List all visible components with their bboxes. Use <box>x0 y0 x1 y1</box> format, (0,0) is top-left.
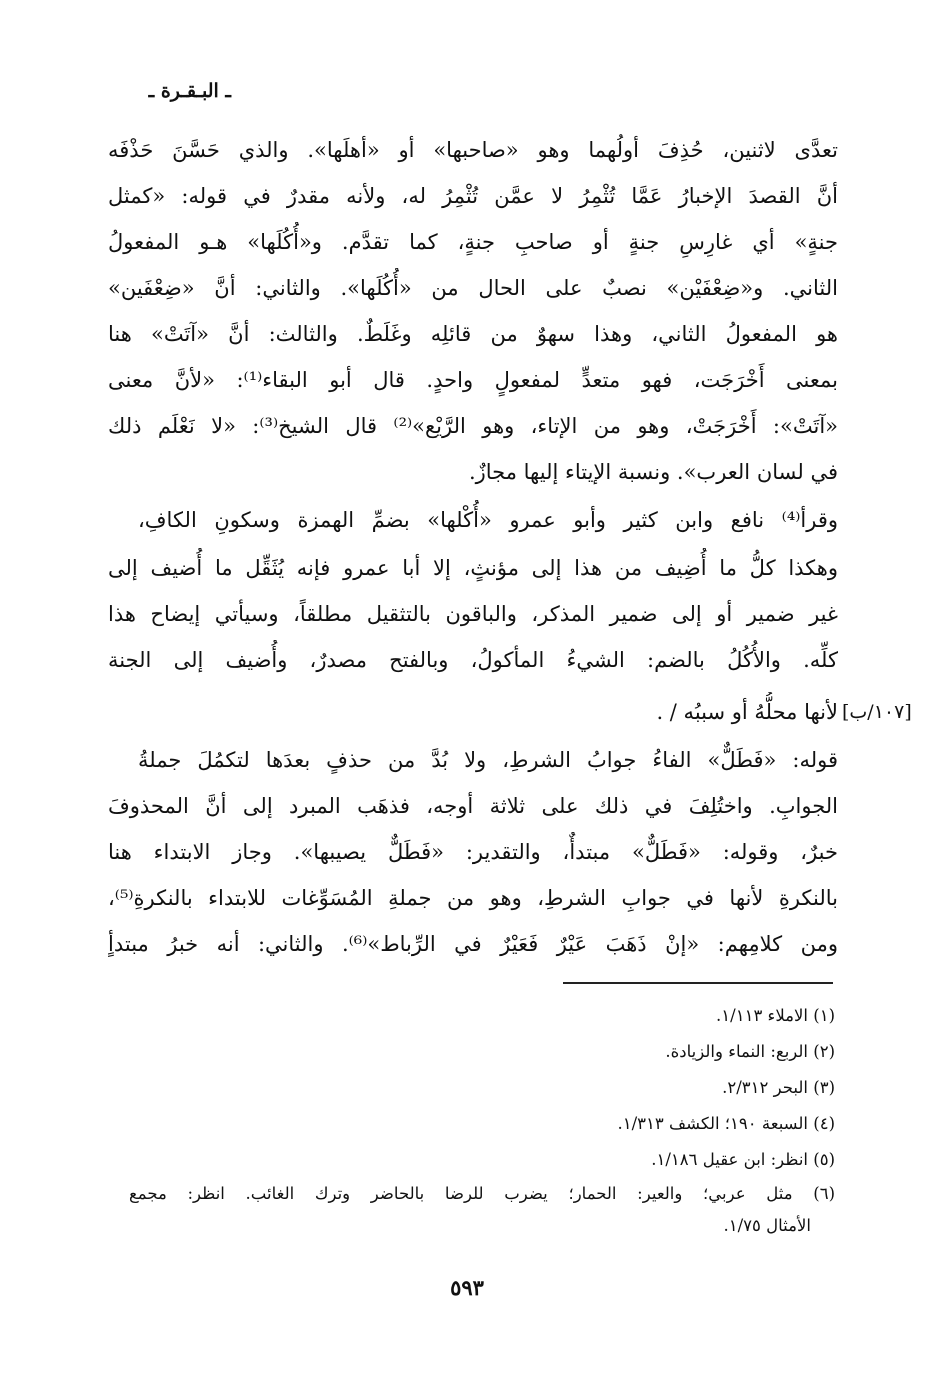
body-line: وهكذا كلُّ ما أُضِيف من هذا إلى مؤنثٍ، إلا أبا عمرو فإنه يُثَقِّل ما أُضيف إلى <box>108 556 838 580</box>
body-line: بالنكرةِ لأنها في جوابِ الشرطِ، وهو من جملةِ المُسَوِّغات للابتداء بالنكرةِ⁽⁵⁾، <box>108 886 838 910</box>
body-line: وقرأ⁽⁴⁾ نافع وابن كثير وأبو عمرو «أُكْلها» بضمِّ الهمزة وسكونِ الكافِ، <box>138 508 838 532</box>
page-number: ٥٩٣ <box>450 1275 484 1300</box>
running-title: ـ البـقـرة ـ <box>148 80 231 102</box>
body-line: تعدَّى لاثنين، حُذِفَ أولُهما وهو «صاحبها» أو «أهلَها». والذي حَسَّنَ حَذْفَه <box>108 138 838 162</box>
footnote: (٥) انظر: ابن عقيل ١/١٨٦. <box>651 1150 835 1169</box>
body-line: جنةٍ» أي غارِسِ جنةٍ أو صاحبِ جنةٍ، كما تقدَّم. و«أُكُلَها» هـو المفعولُ <box>108 230 838 254</box>
body-line: «آتَتْ»: أَخْرَجَتْ، وهو من الإتاء، وهو الرَّيْع»⁽²⁾ قال الشيخ⁽³⁾: «لا نَعْلَم ذلك <box>108 414 838 438</box>
body-line: كلِّه. والأُكُلُ بالضم: الشيءُ المأكولُ، وبالفتح مصدرٌ، وأُضيف إلى الجنة <box>108 648 838 672</box>
body-line: في لسان العرب». ونسبة الإيتاء إليها مجازٌ. <box>468 460 838 484</box>
body-line: خبرٌ، وقوله: «فَطَلٌّ» مبتدأٌ، والتقدير: «فَطَلٌّ يصيبها». وجاز الابتداء هنا <box>108 840 838 864</box>
footnote-separator <box>563 982 833 984</box>
body-line: أنَّ القصدَ الإخبارُ عَمَّا تُثْمِرُ لا عمَّن تُثْمِرُ له، ولأنه مقدرٌ في قوله: «كمثل <box>108 184 838 208</box>
footnote: (٢) الربع: النماء والزيادة. <box>665 1042 835 1061</box>
body-line: لأنها محلُّهُ أو سببُه / . <box>656 700 838 724</box>
body-line: الجوابِ. واختُلِفَ في ذلك على ثلاثة أوجه، فذهَب المبرد إلى أنَّ المحذوفَ <box>108 794 838 818</box>
manuscript-folio-marker: [١٠٧/ب] <box>842 701 912 723</box>
footnote-continuation: الأمثال ١/٧٥. <box>723 1216 811 1235</box>
body-line: غير ضمير أو إلى ضمير المذكر، والباقون بالتثقيل مطلقاً، وسيأتي إيضاح هذا <box>108 602 838 626</box>
footnote: (٦) مثل عربي؛ والعير: الحمار؛ يضرب للرضا بالحاضر وترك الغائب. انظر: مجمع <box>129 1184 835 1203</box>
body-line: ومن كلامِهم: «إنْ ذَهَبَ عَيْرٌ فَعَيْرٌ في الرِّباط»⁽⁶⁾. والثاني: أنه خبرُ مبتدأٍ <box>108 932 838 956</box>
body-line: هو المفعولُ الثاني، وهذا سهوٌ من قائلِه وغَلَطٌ. والثالث: أنَّ «آتَتْ» هنا <box>108 322 838 346</box>
body-line: بمعنى أَخْرَجَت، فهو متعدٍّ لمفعولٍ واحدٍ. قال أبو البقاء⁽¹⁾: «لأنَّ معنى <box>108 368 838 392</box>
footnote: (١) الاملاء ١/١١٣. <box>716 1006 835 1025</box>
footnote: (٤) السبعة ١٩٠؛ الكشف ١/٣١٣. <box>617 1114 835 1133</box>
body-line: قوله: «فَطَلٌّ» الفاءُ جوابُ الشرطِ، ولا بُدَّ من حذفٍ بعدَها لتكمُلَ جملةُ <box>138 748 838 772</box>
body-line: الثاني. و«ضِعْفَيْن» نصبٌ على الحال من «أُكُلَها». والثاني: أنَّ «ضِعْفَين» <box>108 276 838 300</box>
footnote: (٣) البحر ٢/٣١٢. <box>722 1078 835 1097</box>
